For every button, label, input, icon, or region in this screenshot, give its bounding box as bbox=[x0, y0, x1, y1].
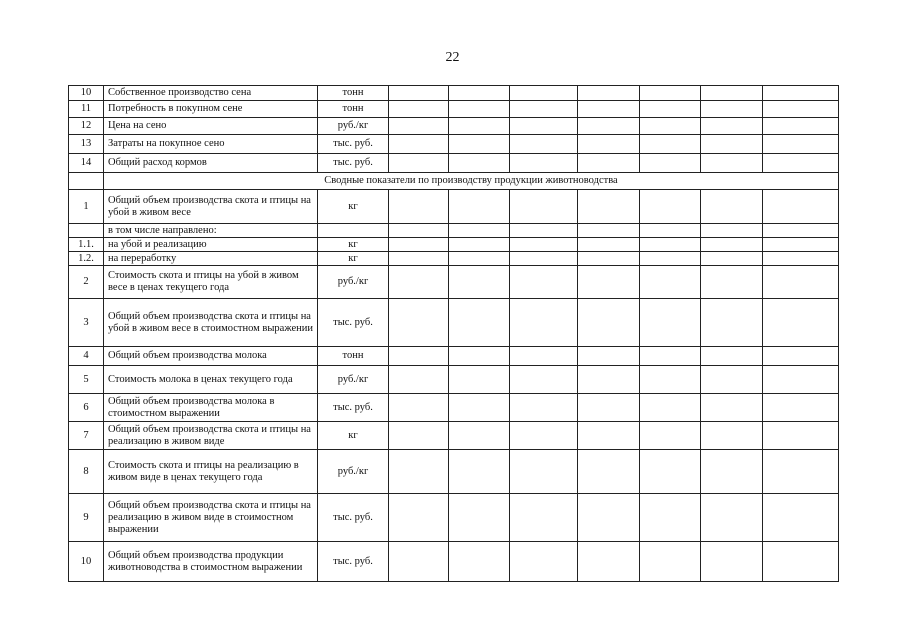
value-cell[interactable] bbox=[640, 394, 701, 422]
value-cell[interactable] bbox=[389, 450, 449, 494]
value-cell[interactable] bbox=[449, 118, 510, 135]
value-cell[interactable] bbox=[578, 422, 640, 450]
row-unit: тыс. руб. bbox=[318, 394, 389, 422]
row-name: в том числе направлено: bbox=[104, 224, 318, 238]
table-row bbox=[69, 118, 839, 135]
value-cell[interactable] bbox=[510, 366, 578, 394]
page-number: 22 bbox=[445, 50, 460, 65]
value-cell[interactable] bbox=[389, 366, 449, 394]
value-cell[interactable] bbox=[763, 135, 839, 154]
row-unit: тыс. руб. bbox=[318, 135, 389, 154]
value-cell[interactable] bbox=[510, 266, 578, 299]
value-cell[interactable] bbox=[640, 450, 701, 494]
value-cell[interactable] bbox=[510, 394, 578, 422]
row-number: 5 bbox=[69, 366, 104, 394]
value-cell[interactable] bbox=[449, 266, 510, 299]
value-cell[interactable] bbox=[449, 154, 510, 173]
value-cell[interactable] bbox=[763, 494, 839, 542]
row-number: 7 bbox=[69, 422, 104, 450]
row-name: Затраты на покупное сено bbox=[104, 135, 318, 154]
row-unit: тыс. руб. bbox=[318, 542, 389, 582]
row-number: 1.2. bbox=[69, 252, 104, 266]
row-number: 8 bbox=[69, 450, 104, 494]
row-name: Стоимость скота и птицы на реализацию в живом виде в ценах текущего года bbox=[104, 450, 318, 494]
value-cell[interactable] bbox=[763, 118, 839, 135]
value-cell[interactable] bbox=[763, 366, 839, 394]
table-row bbox=[69, 101, 839, 118]
row-name: Общий расход кормов bbox=[104, 154, 318, 173]
value-cell[interactable] bbox=[449, 238, 510, 252]
table-row bbox=[69, 450, 839, 494]
livestock-indicators-table bbox=[68, 85, 839, 582]
table-row bbox=[69, 494, 839, 542]
value-cell[interactable] bbox=[701, 252, 763, 266]
row-number: 14 bbox=[69, 154, 104, 173]
value-cell[interactable] bbox=[510, 494, 578, 542]
table-row bbox=[69, 366, 839, 394]
row-number: 1.1. bbox=[69, 238, 104, 252]
row-number: 12 bbox=[69, 118, 104, 135]
row-number: 13 bbox=[69, 135, 104, 154]
value-cell[interactable] bbox=[389, 154, 449, 173]
row-unit: руб./кг bbox=[318, 366, 389, 394]
value-cell[interactable] bbox=[763, 154, 839, 173]
value-cell[interactable] bbox=[510, 224, 578, 238]
value-cell[interactable] bbox=[510, 154, 578, 173]
value-cell[interactable] bbox=[640, 347, 701, 366]
value-cell[interactable] bbox=[449, 450, 510, 494]
value-cell[interactable] bbox=[510, 347, 578, 366]
row-unit: руб./кг bbox=[318, 266, 389, 299]
value-cell[interactable] bbox=[389, 347, 449, 366]
value-cell[interactable] bbox=[640, 366, 701, 394]
value-cell[interactable] bbox=[578, 450, 640, 494]
value-cell[interactable] bbox=[640, 190, 701, 224]
row-name: Общий объем производства скота и птицы на реализацию в живом виде bbox=[104, 422, 318, 450]
section-number-cell bbox=[69, 173, 104, 190]
value-cell[interactable] bbox=[640, 224, 701, 238]
value-cell[interactable] bbox=[763, 422, 839, 450]
value-cell[interactable] bbox=[449, 494, 510, 542]
row-unit bbox=[318, 224, 389, 238]
value-cell[interactable] bbox=[701, 422, 763, 450]
value-cell[interactable] bbox=[701, 299, 763, 347]
value-cell[interactable] bbox=[449, 252, 510, 266]
table-row bbox=[69, 422, 839, 450]
value-cell[interactable] bbox=[763, 238, 839, 252]
value-cell[interactable] bbox=[510, 252, 578, 266]
table-row bbox=[69, 347, 839, 366]
value-cell[interactable] bbox=[389, 135, 449, 154]
value-cell[interactable] bbox=[640, 422, 701, 450]
value-cell[interactable] bbox=[510, 422, 578, 450]
row-unit: тонн bbox=[318, 86, 389, 101]
row-name: Цена на сено bbox=[104, 118, 318, 135]
value-cell[interactable] bbox=[640, 86, 701, 101]
value-cell[interactable] bbox=[449, 542, 510, 582]
row-number: 9 bbox=[69, 494, 104, 542]
value-cell[interactable] bbox=[578, 347, 640, 366]
row-number: 10 bbox=[69, 86, 104, 101]
value-cell[interactable] bbox=[449, 224, 510, 238]
value-cell[interactable] bbox=[389, 252, 449, 266]
value-cell[interactable] bbox=[701, 101, 763, 118]
value-cell[interactable] bbox=[578, 154, 640, 173]
row-number: 1 bbox=[69, 190, 104, 224]
row-unit: тонн bbox=[318, 101, 389, 118]
value-cell[interactable] bbox=[701, 224, 763, 238]
value-cell[interactable] bbox=[510, 542, 578, 582]
value-cell[interactable] bbox=[763, 224, 839, 238]
value-cell[interactable] bbox=[763, 394, 839, 422]
value-cell[interactable] bbox=[640, 542, 701, 582]
value-cell[interactable] bbox=[510, 299, 578, 347]
table-row bbox=[69, 86, 839, 101]
table-row bbox=[69, 542, 839, 582]
value-cell[interactable] bbox=[701, 238, 763, 252]
row-unit: кг bbox=[318, 238, 389, 252]
value-cell[interactable] bbox=[389, 266, 449, 299]
value-cell[interactable] bbox=[701, 394, 763, 422]
value-cell[interactable] bbox=[763, 101, 839, 118]
value-cell[interactable] bbox=[701, 154, 763, 173]
row-unit: тыс. руб. bbox=[318, 494, 389, 542]
value-cell[interactable] bbox=[640, 118, 701, 135]
value-cell[interactable] bbox=[763, 266, 839, 299]
row-name: на переработку bbox=[104, 252, 318, 266]
value-cell[interactable] bbox=[510, 86, 578, 101]
value-cell[interactable] bbox=[578, 135, 640, 154]
value-cell[interactable] bbox=[640, 266, 701, 299]
value-cell[interactable] bbox=[389, 190, 449, 224]
row-unit: руб./кг bbox=[318, 118, 389, 135]
value-cell[interactable] bbox=[701, 190, 763, 224]
row-name: Стоимость молока в ценах текущего года bbox=[104, 366, 318, 394]
value-cell[interactable] bbox=[763, 299, 839, 347]
value-cell[interactable] bbox=[578, 86, 640, 101]
value-cell[interactable] bbox=[510, 190, 578, 224]
section-title: Сводные показатели по производству продукции животноводства bbox=[104, 173, 839, 190]
value-cell[interactable] bbox=[449, 86, 510, 101]
value-cell[interactable] bbox=[640, 154, 701, 173]
value-cell[interactable] bbox=[510, 118, 578, 135]
value-cell[interactable] bbox=[701, 347, 763, 366]
value-cell[interactable] bbox=[701, 86, 763, 101]
value-cell[interactable] bbox=[640, 252, 701, 266]
value-cell[interactable] bbox=[763, 347, 839, 366]
value-cell[interactable] bbox=[763, 542, 839, 582]
value-cell[interactable] bbox=[578, 394, 640, 422]
row-name: Потребность в покупном сене bbox=[104, 101, 318, 118]
table-row bbox=[69, 394, 839, 422]
table-row bbox=[69, 135, 839, 154]
value-cell[interactable] bbox=[640, 299, 701, 347]
row-unit: тыс. руб. bbox=[318, 299, 389, 347]
value-cell[interactable] bbox=[389, 542, 449, 582]
value-cell[interactable] bbox=[578, 101, 640, 118]
value-cell[interactable] bbox=[449, 190, 510, 224]
value-cell[interactable] bbox=[640, 494, 701, 542]
value-cell[interactable] bbox=[449, 101, 510, 118]
value-cell[interactable] bbox=[701, 118, 763, 135]
value-cell[interactable] bbox=[389, 224, 449, 238]
value-cell[interactable] bbox=[578, 190, 640, 224]
value-cell[interactable] bbox=[389, 422, 449, 450]
value-cell[interactable] bbox=[763, 450, 839, 494]
value-cell[interactable] bbox=[578, 542, 640, 582]
value-cell[interactable] bbox=[701, 542, 763, 582]
value-cell[interactable] bbox=[640, 101, 701, 118]
value-cell[interactable] bbox=[578, 238, 640, 252]
row-unit: кг bbox=[318, 422, 389, 450]
value-cell[interactable] bbox=[763, 190, 839, 224]
value-cell[interactable] bbox=[389, 394, 449, 422]
table-row bbox=[69, 190, 839, 224]
table-row bbox=[69, 224, 839, 238]
value-cell[interactable] bbox=[389, 101, 449, 118]
value-cell[interactable] bbox=[389, 118, 449, 135]
table-row bbox=[69, 238, 839, 252]
row-number: 10 bbox=[69, 542, 104, 582]
row-unit: кг bbox=[318, 252, 389, 266]
value-cell[interactable] bbox=[701, 494, 763, 542]
row-number bbox=[69, 224, 104, 238]
row-unit: руб./кг bbox=[318, 450, 389, 494]
value-cell[interactable] bbox=[701, 266, 763, 299]
table-row bbox=[69, 154, 839, 173]
row-name: Собственное производство сена bbox=[104, 86, 318, 101]
value-cell[interactable] bbox=[449, 422, 510, 450]
value-cell[interactable] bbox=[449, 366, 510, 394]
value-cell[interactable] bbox=[701, 450, 763, 494]
value-cell[interactable] bbox=[389, 238, 449, 252]
row-name: Общий объем производства скота и птицы на убой в живом весе в стоимостном выражении bbox=[104, 299, 318, 347]
row-number: 4 bbox=[69, 347, 104, 366]
value-cell[interactable] bbox=[510, 135, 578, 154]
value-cell[interactable] bbox=[640, 135, 701, 154]
table-row bbox=[69, 299, 839, 347]
row-unit: тыс. руб. bbox=[318, 154, 389, 173]
value-cell[interactable] bbox=[389, 494, 449, 542]
row-name: Общий объем производства продукции животноводства в стоимостном выражении bbox=[104, 542, 318, 582]
value-cell[interactable] bbox=[449, 347, 510, 366]
value-cell[interactable] bbox=[389, 86, 449, 101]
value-cell[interactable] bbox=[578, 252, 640, 266]
value-cell[interactable] bbox=[449, 135, 510, 154]
row-name: Стоимость скота и птицы на убой в живом весе в ценах текущего года bbox=[104, 266, 318, 299]
row-name: Общий объем производства молока bbox=[104, 347, 318, 366]
table-row bbox=[69, 266, 839, 299]
value-cell[interactable] bbox=[578, 494, 640, 542]
value-cell[interactable] bbox=[510, 450, 578, 494]
value-cell[interactable] bbox=[640, 238, 701, 252]
row-number: 2 bbox=[69, 266, 104, 299]
table-row bbox=[69, 252, 839, 266]
value-cell[interactable] bbox=[701, 366, 763, 394]
value-cell[interactable] bbox=[449, 299, 510, 347]
value-cell[interactable] bbox=[389, 299, 449, 347]
value-cell[interactable] bbox=[763, 86, 839, 101]
section-header-row bbox=[69, 173, 839, 190]
row-name: Общий объем производства скота и птицы на убой в живом весе bbox=[104, 190, 318, 224]
row-name: на убой и реализацию bbox=[104, 238, 318, 252]
value-cell[interactable] bbox=[578, 118, 640, 135]
row-number: 11 bbox=[69, 101, 104, 118]
value-cell[interactable] bbox=[449, 394, 510, 422]
value-cell[interactable] bbox=[578, 266, 640, 299]
row-number: 3 bbox=[69, 299, 104, 347]
row-unit: кг bbox=[318, 190, 389, 224]
value-cell[interactable] bbox=[510, 238, 578, 252]
row-name: Общий объем производства молока в стоимостном выражении bbox=[104, 394, 318, 422]
row-unit: тонн bbox=[318, 347, 389, 366]
value-cell[interactable] bbox=[701, 135, 763, 154]
value-cell[interactable] bbox=[510, 101, 578, 118]
value-cell[interactable] bbox=[763, 252, 839, 266]
value-cell[interactable] bbox=[578, 366, 640, 394]
value-cell[interactable] bbox=[578, 224, 640, 238]
row-name: Общий объем производства скота и птицы на реализацию в живом виде в стоимостном выражении bbox=[104, 494, 318, 542]
row-number: 6 bbox=[69, 394, 104, 422]
value-cell[interactable] bbox=[578, 299, 640, 347]
